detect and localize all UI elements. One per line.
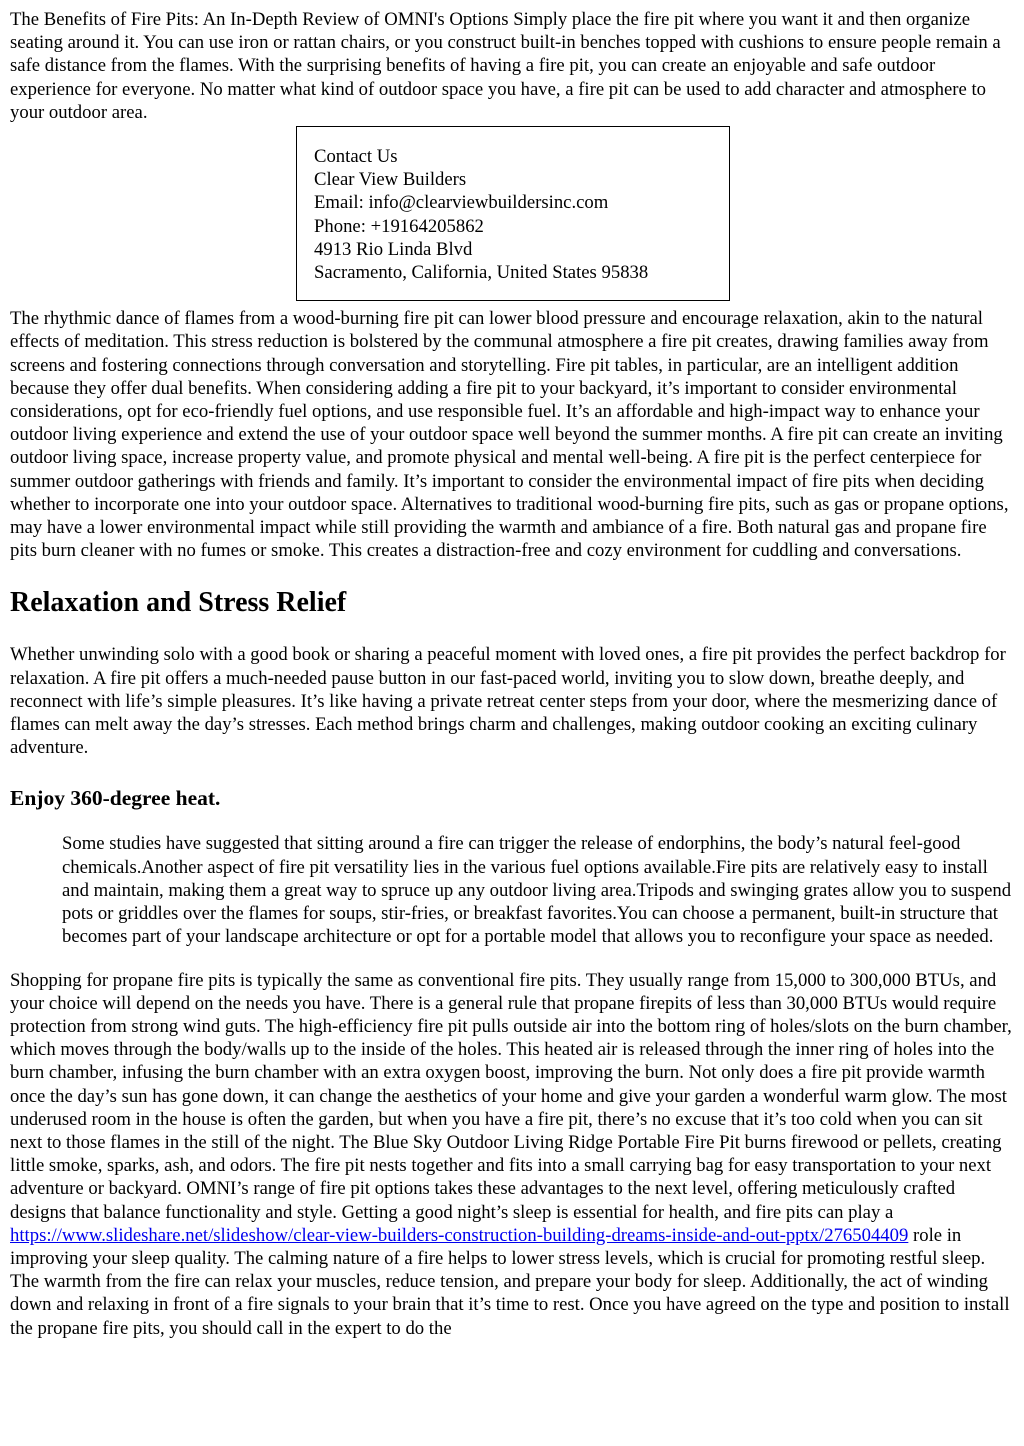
section-heading-relaxation: Relaxation and Stress Relief <box>10 587 347 619</box>
propane-text-before-link: Shopping for propane fire pits is typically the same as conventional fire pits. They usually range from 15,000 to 300,000 BTUs, and your choice will depend on the needs you have. There is a general rule that propane firepits of less than 30,000 BTUs would require protection from strong wind guts. The high-efficiency fire pit pulls outside air into the bottom ring of holes/slots on the burn chamber, which moves through the body/walls up to the inside of the holes. This heated air is released through the inner ring of holes into the burn chamber, infusing the burn chamber with an extra oxygen boost, improving the burn. Not only does a fire pit provide warmth once the day’s sun has gone down, it can change the aesthetics of your home and give your garden a wonderful warm glow. The most underused room in the house is often the garden, but when you have a fire pit, there’s no excuse that it’s too cold when you can sit next to those flames in the still of the night. The Blue Sky Outdoor Living Ridge Portable Fire Pit burns firewood or pellets, creating little smoke, sparks, ash, and odors. The fire pit nests together and fits into a small carrying bag for easy transportation to your next adventure or backyard. OMNI’s range of fire pit options takes these advantages to the next level, offering meticulously crafted designs that balance functionality and style. Getting a good night’s sleep is essential for health, and fire pits can play a <box>10 969 1012 1223</box>
body-paragraph-flames: The rhythmic dance of flames from a wood-burning fire pit can lower blood pressure and encourage relaxation, akin to the natural effects of meditation. This stress reduction is bolstered by the communal atmosphere a fire pit creates, drawing families away from screens and fostering connections through conversation and storytelling. Fire pit tables, in particular, are an intelligent addition because they offer dual benefits. When considering adding a fire pit to your backyard, it’s important to consider environmental considerations, opt for eco-friendly fuel options, and use responsible fuel. It’s an affordable and high-impact way to enhance your outdoor living experience and extend the use of your outdoor space well beyond the summer months. A fire pit can create an inviting outdoor living space, increase property value, and promote physical and mental well-being. A fire pit is the perfect centerpiece for summer outdoor gatherings with friends and family. It’s important to consider the environmental impact of fire pits when deciding whether to incorporate one into your outdoor space. Alternatives to traditional wood-burning fire pits, such as gas or propane options, may have a lower environmental impact while still providing the warmth and ambiance of a fire. Both natural gas and propane fire pits burn cleaner with no fumes or smoke. This creates a distraction-free and cozy environment for cuddling and conversations. <box>10 308 1009 562</box>
contact-phone: Phone: +19164205862 <box>314 215 484 237</box>
contact-email: Email: info@clearviewbuildersinc.com <box>314 192 609 214</box>
section-heading-heat: Enjoy 360-degree heat. <box>10 786 221 811</box>
slideshare-link[interactable]: https://www.slideshare.net/slideshow/clear-view-builders-construction-building-dreams-inside-and-out-pptx/276504409 <box>10 1224 909 1246</box>
propane-text-after-link: role in improving your sleep quality. The calming nature of a fire helps to lower stress levels, which is crucial for promoting restful sleep. The warmth from the fire can relax your muscles, reduce tension, and prepare your body for sleep. Additionally, the act of winding down and relaxing in front of a fire signals to your brain that it’s time to rest. Once you have agreed on the type and position to install the propane fire pits, you should call in the expert to do the <box>10 1224 1010 1339</box>
contact-heading: Contact Us <box>314 146 398 168</box>
contact-box <box>296 126 730 301</box>
blockquote-heat <box>62 832 1015 948</box>
contact-company: Clear View Builders <box>314 169 467 191</box>
document-page <box>10 8 1015 1340</box>
contact-city: Sacramento, California, United States 95838 <box>314 262 649 284</box>
body-paragraph-relaxation: Whether unwinding solo with a good book or sharing a peaceful moment with loved ones, a fire pit provides the perfect backdrop for relaxation. A fire pit offers a much-needed pause button in our fast-paced world, inviting you to slow down, breathe deeply, and reconnect with life’s simple pleasures. It’s like having a private retreat center steps from your door, where the mesmerizing dance of flames can melt away the day’s stresses. Each method brings charm and challenges, making outdoor cooking an exciting culinary adventure. <box>10 644 1006 759</box>
intro-paragraph: The Benefits of Fire Pits: An In-Depth Review of OMNI's Options Simply place the fire pit where you want it and then organize seating around it. You can use iron or rattan chairs, or you construct built-in benches topped with cushions to ensure people remain a safe distance from the flames. With the surprising benefits of having a fire pit, you can create an enjoyable and safe outdoor experience for everyone. No matter what kind of outdoor space you have, a fire pit can be used to add character and atmosphere to your outdoor area. <box>10 9 1001 123</box>
contact-street: 4913 Rio Linda Blvd <box>314 238 473 260</box>
body-paragraph-propane <box>10 969 1015 1340</box>
blockquote-text: Some studies have suggested that sitting around a fire can trigger the release of endorphins, the body’s natural feel-good chemicals.Another aspect of fire pit versatility lies in the various fuel options available.Fire pits are relatively easy to install and maintain, making them a great way to spruce up any outdoor living area.Tripods and swinging grates allow you to suspend pots or griddles over the flames for soups, stir-fries, or breakfast favorites.You can choose a permanent, built-in structure that becomes part of your landscape architecture or opt for a portable model that allows you to reconfigure your space as needed. <box>62 833 1012 948</box>
